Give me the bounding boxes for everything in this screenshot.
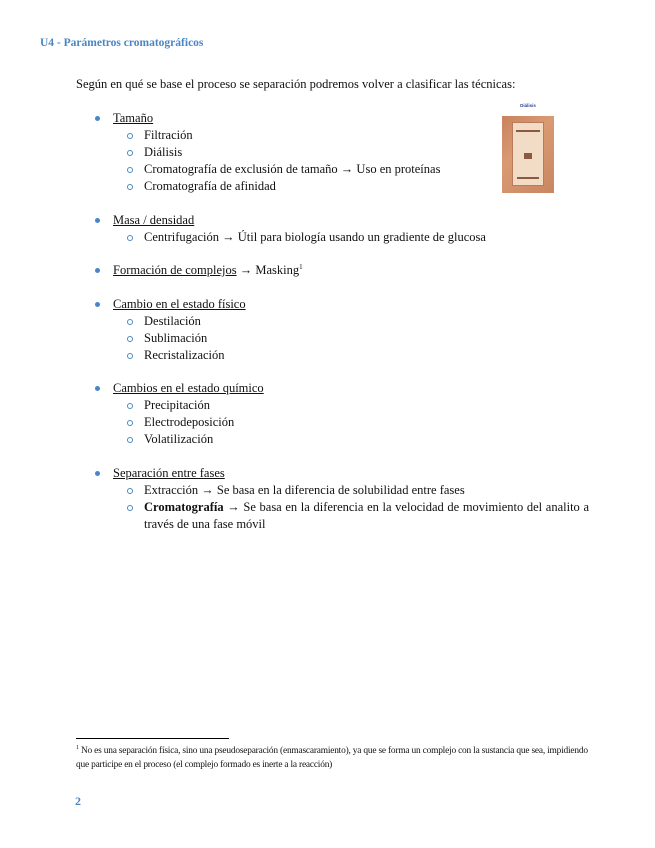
group-suffix: → Masking (236, 263, 300, 277)
footnote-reference[interactable]: 1 (299, 262, 303, 271)
hollow-bullet-icon (127, 167, 133, 173)
hollow-bullet-icon (127, 184, 133, 190)
filled-bullet-icon (95, 116, 100, 121)
list-group (94, 465, 589, 533)
filled-bullet-icon (95, 218, 100, 223)
hollow-bullet-icon (127, 403, 133, 409)
group-title: Separación entre fases (113, 465, 225, 480)
intro-paragraph: Según en qué se base el proceso se separación podremos volver a clasificar las técnicas: (76, 77, 516, 91)
list-group (94, 380, 589, 448)
group-title: Cambio en el estado físico (113, 296, 246, 311)
list-item-level2: Recristalización (94, 347, 589, 364)
hollow-bullet-icon (127, 319, 133, 325)
bold-term: Cromatografía (144, 499, 224, 514)
hollow-bullet-icon (127, 133, 133, 139)
group-title: Formación de complejos (113, 263, 237, 277)
footnote (76, 744, 588, 772)
page-number: 2 (75, 794, 81, 808)
footnote-separator (76, 738, 229, 739)
hollow-bullet-icon (127, 235, 133, 241)
hollow-bullet-icon (127, 505, 133, 511)
list-group (94, 296, 589, 364)
group-title: Tamaño (113, 111, 154, 125)
list-item-level2: Destilación (94, 313, 589, 330)
footnote-mark: 1 (76, 744, 79, 751)
list-item-level1 (94, 380, 589, 397)
list-group (94, 212, 589, 246)
hollow-bullet-icon (127, 437, 133, 443)
technique-list (94, 110, 589, 549)
list-item-level2: Volatilización (94, 431, 589, 448)
list-group (94, 110, 589, 195)
list-item-level2: Electrodeposición (94, 414, 589, 431)
hollow-bullet-icon (127, 353, 133, 359)
list-item-level1 (94, 212, 589, 229)
hollow-bullet-icon (127, 150, 133, 156)
page-header-title: U4 - Parámetros cromatográficos (40, 37, 204, 49)
group-title: Cambios en el estado químico (113, 381, 264, 395)
hollow-bullet-icon (127, 420, 133, 426)
thumbnail-caption: Diálisis (520, 103, 536, 108)
list-item-level2: Filtración (94, 127, 589, 144)
list-item-level2: Cromatografía de afinidad (94, 178, 589, 195)
list-item-level1 (94, 296, 589, 313)
list-item-level2: Diálisis (94, 144, 589, 161)
filled-bullet-icon (95, 471, 100, 476)
hollow-bullet-icon (127, 488, 133, 494)
list-item-level2: Centrifugación → Útil para biología usando un gradiente de glucosa (94, 229, 589, 246)
list-item-level1 (94, 262, 589, 279)
group-title: Masa / densidad (113, 212, 195, 227)
list-item-level2: Extracción → Se basa en la diferencia de solubilidad entre fases (94, 482, 589, 499)
filled-bullet-icon (95, 386, 100, 391)
list-item-level2: Cromatografía de exclusión de tamaño → Uso en proteínas (94, 161, 589, 178)
list-item-level2: Sublimación (94, 330, 589, 347)
footnote-text: No es una separación física, sino una pseudoseparación (enmascaramiento), ya que se forma un complejo con la sustancia que sea, impidiendo que participe en el proceso (el complejo formado es inerte a la reacción) (76, 746, 588, 770)
list-item-level1 (94, 465, 589, 482)
list-item-level1 (94, 110, 589, 127)
list-group (94, 262, 589, 279)
list-item-level2: Precipitación (94, 397, 589, 414)
filled-bullet-icon (95, 302, 100, 307)
hollow-bullet-icon (127, 336, 133, 342)
list-item-level2: Cromatografía → Se basa en la diferencia en la velocidad de movimiento del analito a través de una fase móvil (94, 499, 589, 533)
filled-bullet-icon (95, 268, 100, 273)
